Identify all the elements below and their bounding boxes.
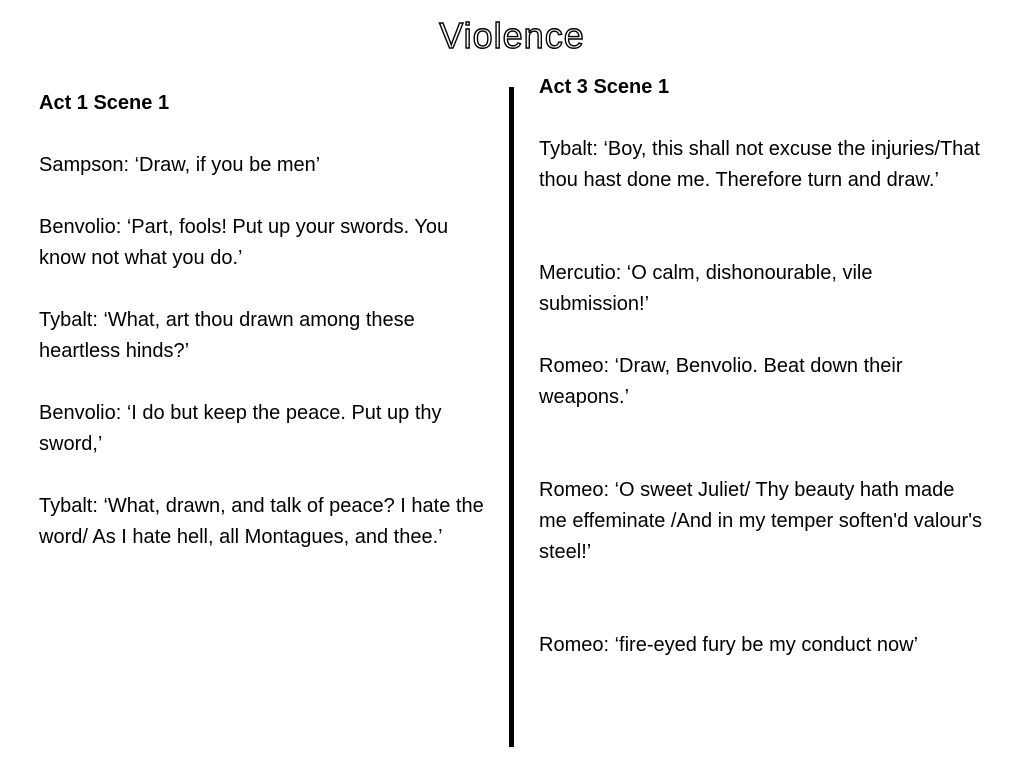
right-quote-tybalt-boy: Tybalt: ‘Boy, this shall not excuse the injuries/That thou hast done me. Therefore turn and draw.’	[539, 138, 980, 191]
left-heading: Act 1 Scene 1	[39, 92, 170, 114]
column-divider	[509, 87, 514, 747]
right-quote-romeo-draw-benvolio: Romeo: ‘Draw, Benvolio. Beat down their weapons.’	[539, 355, 903, 408]
left-quote-sampson: Sampson: ‘Draw, if you be men’	[39, 154, 321, 176]
right-quote-romeo-fire-eyed-fury: Romeo: ‘fire-eyed fury be my conduct now’	[539, 634, 919, 656]
right-column-act3-scene1	[539, 72, 984, 661]
left-quote-tybalt-talk-of-peace: Tybalt: ‘What, drawn, and talk of peace? I hate the word/ As I hate hell, all Montagues, and thee.’	[39, 495, 484, 548]
right-heading: Act 3 Scene 1	[539, 76, 670, 98]
left-column-act1-scene1	[39, 88, 484, 553]
left-quote-tybalt-heartless-hinds: Tybalt: ‘What, art thou drawn among these heartless hinds?’	[39, 309, 415, 362]
left-quote-benvolio-part-fools: Benvolio: ‘Part, fools! Put up your swords. You know not what you do.’	[39, 216, 449, 269]
left-quote-benvolio-keep-peace: Benvolio: ‘I do but keep the peace. Put up thy sword,’	[39, 402, 442, 455]
slide-title: Violence	[439, 15, 585, 56]
right-quote-romeo-sweet-juliet: Romeo: ‘O sweet Juliet/ Thy beauty hath made me effeminate /And in my temper soften'd valour's steel!’	[539, 479, 983, 563]
right-quote-mercutio-submission: Mercutio: ‘O calm, dishonourable, vile submission!’	[539, 262, 873, 315]
